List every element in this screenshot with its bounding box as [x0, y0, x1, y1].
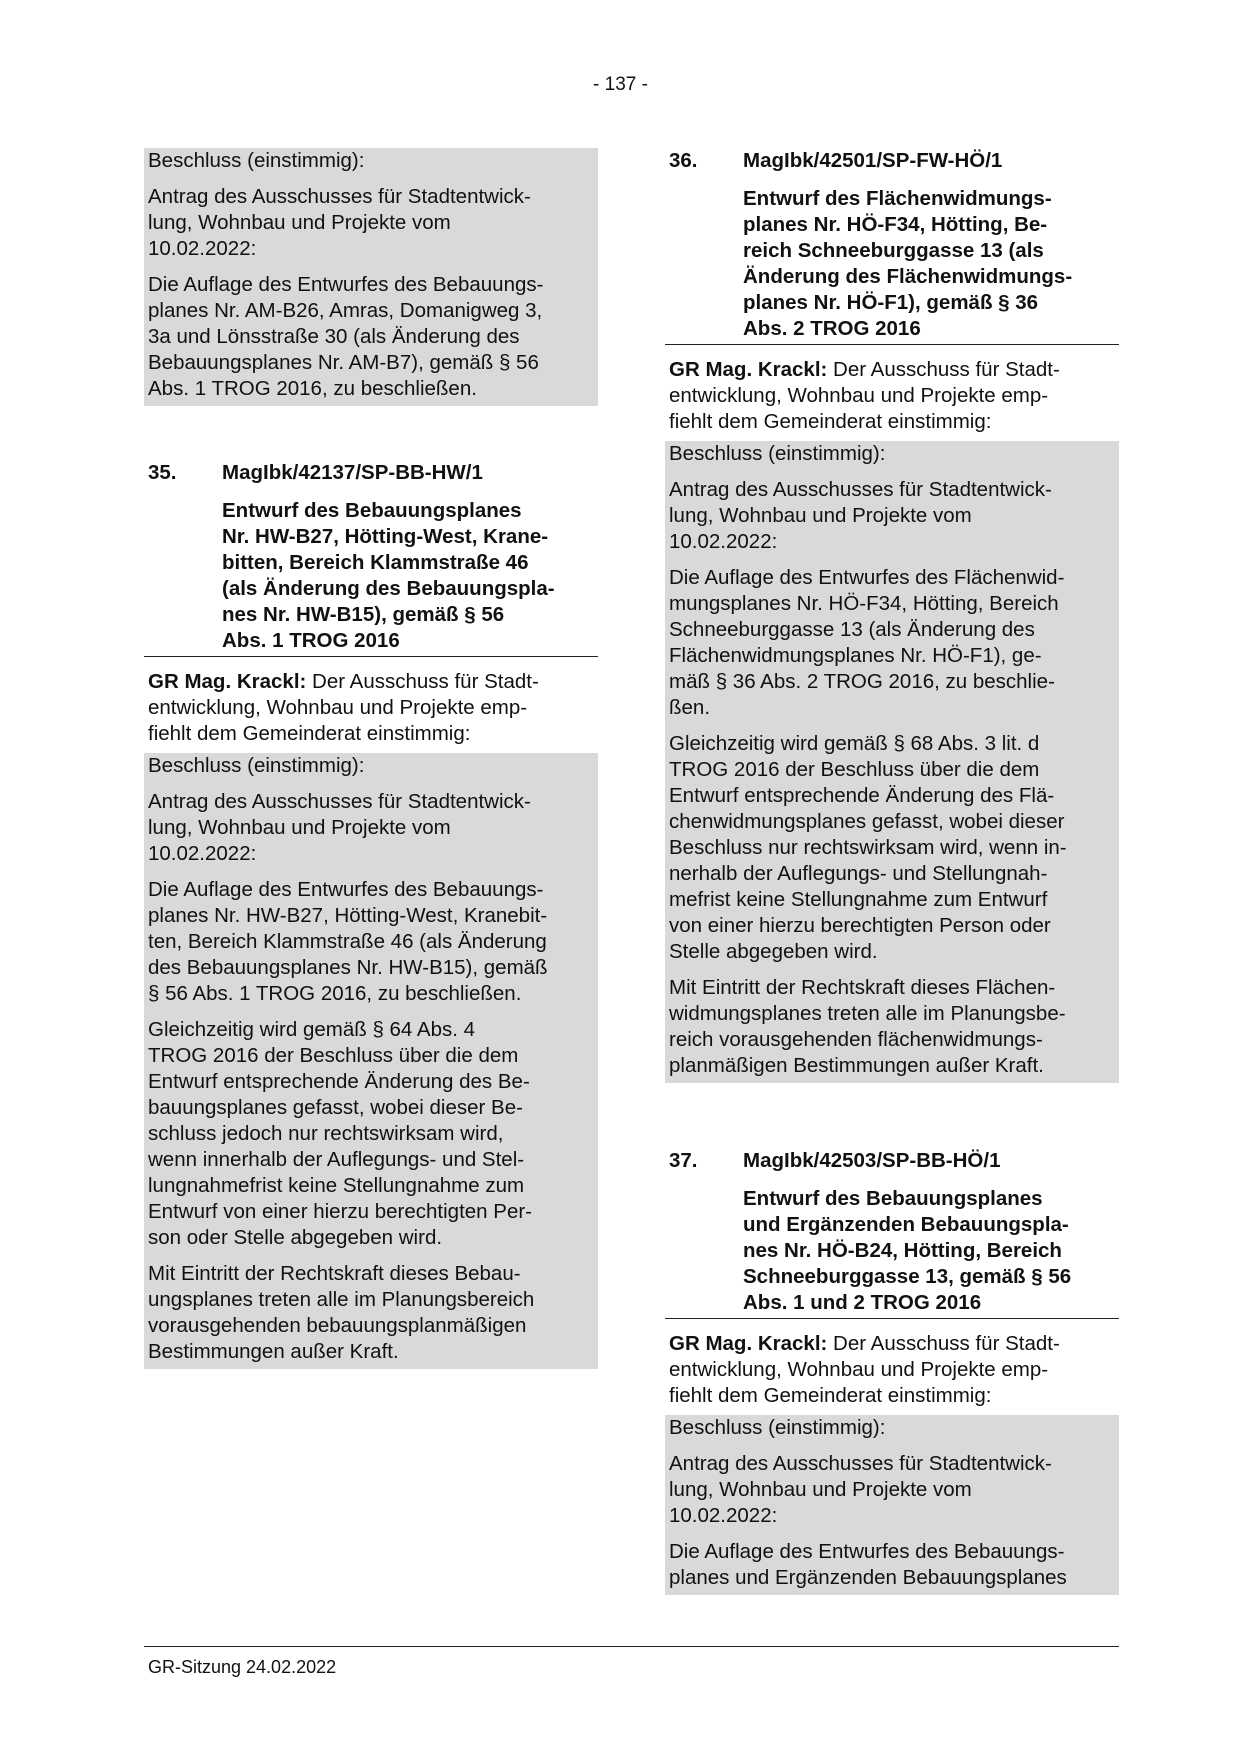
speaker-text: Der Ausschuss für Stadt- entwicklung, Wohnbau und Projekte emp- fiehlt dem Gemeinderat einstimmig: [148, 670, 539, 745]
footer-divider [144, 1646, 1119, 1647]
left-column [144, 148, 598, 1363]
resolution-text: Die Auflage des Entwurfes des Bebauungs- planes Nr. AM-B26, Amras, Domanigweg 3, 3a und Lönsstraße 30 (als Änderung des Bebauungsplanes Nr. AM-B7), gemäß § 56 Abs. 1 TROG 2016, zu beschließen. [148, 273, 544, 400]
item-code: MagIbk/42501/SP-FW-HÖ/1 [743, 149, 1003, 172]
footer-text: GR-Sitzung 24.02.2022 [148, 1657, 337, 1677]
speaker-statement [665, 357, 1119, 435]
item-number: 37. [669, 1149, 698, 1172]
resolution-motion: Antrag des Ausschusses für Stadtentwick- lung, Wohnbau und Projekte vom 10.02.2022: [669, 1452, 1052, 1527]
resolution-simultaneous: Gleichzeitig wird gemäß § 64 Abs. 4 TROG 2016 der Beschluss über die dem Entwurf entsprechende Änderung des Be- bauungsplanes gefasst, wobei dieser Be- schluss jedoch nur rechtswirksam wird, wenn innerhalb der Auflegungs- und Stel- lungnahmefrist keine Stellungnahme zum Entwurf von einer hierzu berechtigten Per- son oder Stelle abgegeben wird. [148, 1018, 533, 1249]
speaker-name: GR Mag. Krackl: [669, 358, 828, 381]
speaker-statement [665, 1331, 1119, 1409]
page-number: - 137 - [593, 74, 648, 95]
item-number: 35. [148, 461, 177, 484]
resolution-motion: Antrag des Ausschusses für Stadtentwick- lung, Wohnbau und Projekte vom 10.02.2022: [669, 478, 1052, 553]
resolution-line: Beschluss (einstimmig): [148, 149, 365, 172]
resolution-block-item35 [144, 753, 598, 1369]
item-number: 36. [669, 149, 698, 172]
item-header [665, 1148, 1119, 1174]
speaker-statement [144, 669, 598, 747]
item-title: Entwurf des Flächenwidmungs- planes Nr. HÖ-F34, Hötting, Be- reich Schneeburggasse 13 (als Änderung des Flächenwidmungs- planes Nr. HÖ-F1), gemäß § 36 Abs. 2 TROG 2016 [665, 186, 1119, 345]
resolution-block-item36 [665, 441, 1119, 1083]
resolution-simultaneous: Gleichzeitig wird gemäß § 68 Abs. 3 lit. d TROG 2016 der Beschluss über die dem Entwurf entsprechende Änderung des Flä- chenwidmungsplanes gefasst, wobei dieser Beschluss nur rechtswirksam wird, wenn in- nerhalb der Auflegungs- und Stellungnah- mefrist keine Stellungnahme zum Entwurf von einer hierzu berechtigten Person oder Stelle abgegeben wird. [669, 732, 1067, 963]
speaker-text: Der Ausschuss für Stadt- entwicklung, Wohnbau und Projekte emp- fiehlt dem Gemeinderat einstimmig: [669, 1332, 1060, 1407]
item-title: Entwurf des Bebauungsplanes Nr. HW-B27, Hötting-West, Krane- bitten, Bereich Klammstraße 46 (als Änderung des Bebauungspla- nes Nr. HW-B15), gemäß § 56 Abs. 1 TROG 2016 [144, 498, 598, 657]
speaker-text: Der Ausschuss für Stadt- entwicklung, Wohnbau und Projekte emp- fiehlt dem Gemeinderat einstimmig: [669, 358, 1060, 433]
item-code: MagIbk/42503/SP-BB-HÖ/1 [743, 1149, 1001, 1172]
item-code: MagIbk/42137/SP-BB-HW/1 [222, 461, 483, 484]
item-title: Entwurf des Bebauungsplanes und Ergänzenden Bebauungspla- nes Nr. HÖ-B24, Hötting, Bereich Schneeburggasse 13, gemäß § 56 Abs. 1 und 2 TROG 2016 [665, 1186, 1119, 1319]
speaker-name: GR Mag. Krackl: [669, 1332, 828, 1355]
resolution-block-item37 [665, 1415, 1119, 1595]
item-header [665, 148, 1119, 174]
resolution-line: Beschluss (einstimmig): [148, 754, 365, 777]
resolution-line: Beschluss (einstimmig): [669, 442, 886, 465]
resolution-text: Die Auflage des Entwurfes des Bebauungs- planes und Ergänzenden Bebauungsplanes [669, 1540, 1067, 1589]
resolution-motion: Antrag des Ausschusses für Stadtentwick- lung, Wohnbau und Projekte vom 10.02.2022: [148, 185, 531, 260]
resolution-text: Die Auflage des Entwurfes des Flächenwid- mungsplanes Nr. HÖ-F34, Hötting, Bereich Schneeburggasse 13 (als Änderung des Flächenwidmungsplanes Nr. HÖ-F1), ge- mäß § 36 Abs. 2 TROG 2016, zu beschlie- ßen. [669, 566, 1065, 719]
resolution-legal-effect: Mit Eintritt der Rechtskraft dieses Bebau- ungsplanes treten alle im Planungsbereich vorausgehenden bebauungsplanmäßigen Bestimmungen außer Kraft. [148, 1262, 535, 1363]
resolution-legal-effect: Mit Eintritt der Rechtskraft dieses Flächen- widmungsplanes treten alle im Planungsbe- reich vorausgehenden flächenwidmungs- planmäßigen Bestimmungen außer Kraft. [669, 976, 1066, 1077]
speaker-name: GR Mag. Krackl: [148, 670, 307, 693]
resolution-line: Beschluss (einstimmig): [669, 1416, 886, 1439]
agenda-item-35 [144, 460, 598, 1369]
agenda-item-36 [665, 148, 1119, 1083]
agenda-item-37 [665, 1148, 1119, 1595]
resolution-motion: Antrag des Ausschusses für Stadtentwick- lung, Wohnbau und Projekte vom 10.02.2022: [148, 790, 531, 865]
resolution-block-item34 [144, 148, 598, 406]
resolution-text: Die Auflage des Entwurfes des Bebauungs- planes Nr. HW-B27, Hötting-West, Kranebit- ten, Bereich Klammstraße 46 (als Änderung des Bebauungsplanes Nr. HW-B15), gemäß § 56 Abs. 1 TROG 2016, zu beschließen. [148, 878, 548, 1005]
item-header [144, 460, 598, 486]
